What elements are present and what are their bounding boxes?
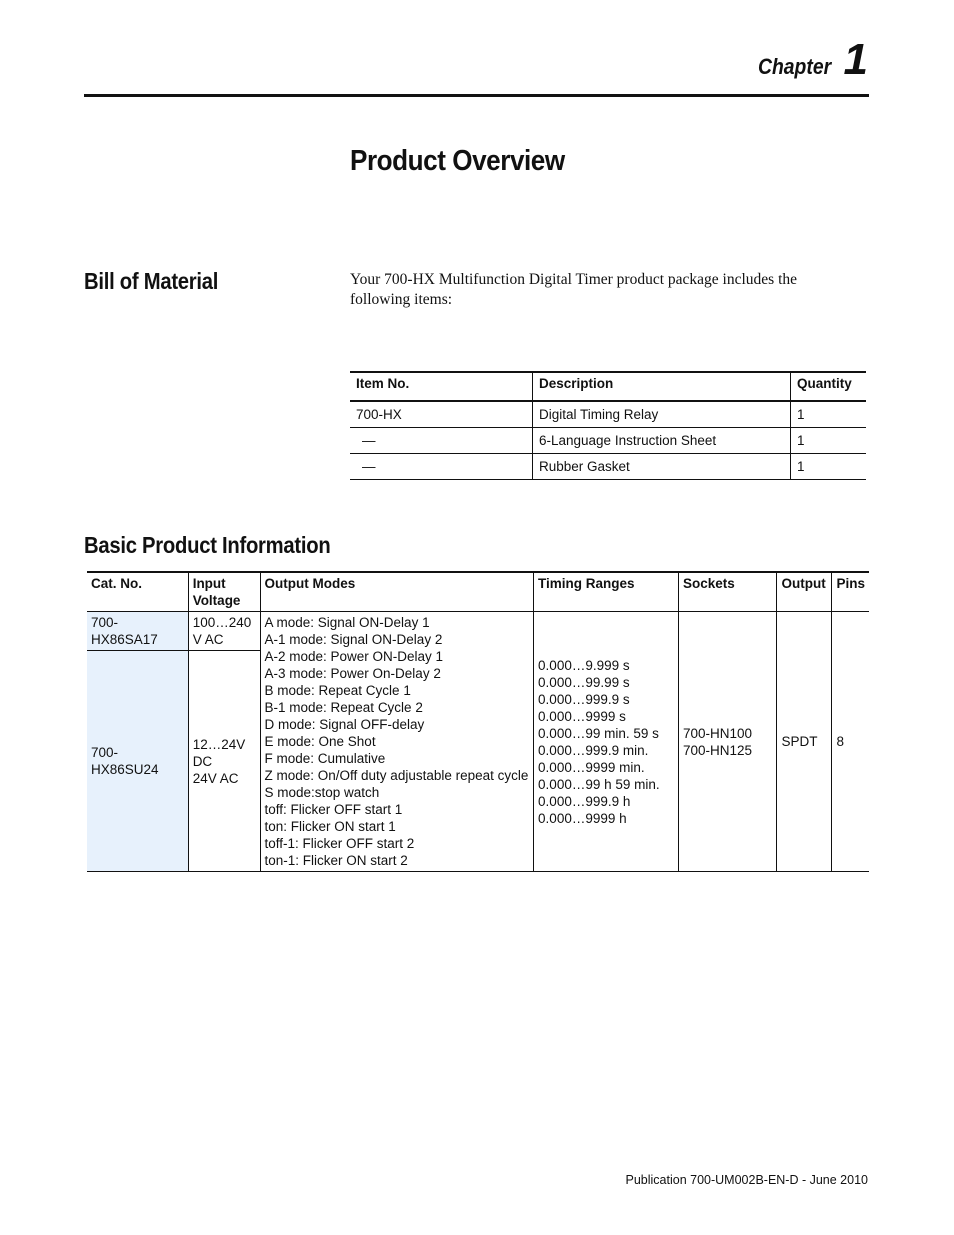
table-cell: Digital Timing Relay <box>533 401 791 428</box>
mode-line: toff-1: Flicker OFF start 2 <box>264 836 415 851</box>
mode-line: B-1 mode: Repeat Cycle 2 <box>264 700 423 715</box>
table-row <box>350 454 866 480</box>
timing-line: 0.000…9999 min. <box>538 759 645 775</box>
table-cell: 700-HX <box>350 401 533 428</box>
bill-of-material-table <box>350 371 866 480</box>
output-cell: SPDT <box>777 612 832 872</box>
table-cell: 1 <box>791 401 867 428</box>
bill-of-material-heading: Bill of Material <box>84 268 219 294</box>
column-header-timing-ranges: Timing Ranges <box>534 572 679 612</box>
table-cell: 6-Language Instruction Sheet <box>533 428 791 454</box>
mode-line: A-2 mode: Power ON-Delay 1 <box>264 649 444 664</box>
timing-line: 0.000…999.9 min. <box>538 742 649 758</box>
table-header-row <box>87 572 869 612</box>
header-line: Input <box>192 576 226 591</box>
page-title: Product Overview <box>350 145 565 177</box>
mode-line: F mode: Cumulative <box>264 751 386 766</box>
socket-line: 700-HN125 <box>682 742 752 758</box>
column-header-cat-no: Cat. No. <box>87 572 188 612</box>
timing-ranges-cell <box>534 612 679 872</box>
chapter-header <box>748 35 868 84</box>
sockets-cell <box>678 612 777 872</box>
column-header: Item No. <box>350 372 533 401</box>
mode-line: S mode:stop watch <box>264 785 380 800</box>
cat-no-cell: 700-HX86SA17 <box>87 612 188 651</box>
voltage-line: DC <box>192 753 213 769</box>
table-header-row <box>350 372 866 401</box>
timing-line: 0.000…9999 h <box>538 810 627 826</box>
socket-line: 700-HN100 <box>682 725 752 741</box>
voltage-line: 12…24V <box>192 736 246 752</box>
timing-line: 0.000…9.999 s <box>538 657 630 673</box>
timing-line: 0.000…999.9 s <box>538 691 630 707</box>
voltage-line: 24V AC <box>192 770 239 786</box>
column-header-output-modes: Output Modes <box>260 572 534 612</box>
mode-line: D mode: Signal OFF-delay <box>264 717 425 732</box>
voltage-cell <box>188 651 260 872</box>
column-header-input-voltage <box>188 572 260 612</box>
column-header-pins: Pins <box>832 572 869 612</box>
mode-line: B mode: Repeat Cycle 1 <box>264 683 411 698</box>
mode-line: Z mode: On/Off duty adjustable repeat cycle <box>264 768 529 783</box>
voltage-cell <box>188 612 260 651</box>
table-row <box>350 401 866 428</box>
mode-line: ton: Flicker ON start 1 <box>264 819 396 834</box>
table-row <box>87 612 869 651</box>
mode-line: A-1 mode: Signal ON-Delay 2 <box>264 632 443 647</box>
column-header: Description <box>533 372 791 401</box>
mode-line: E mode: One Shot <box>264 734 376 749</box>
cat-no-cell: 700-HX86SU24 <box>87 651 188 872</box>
timing-line: 0.000…99 h 59 min. <box>538 776 660 792</box>
basic-product-information-table <box>87 571 869 872</box>
table-cell: Rubber Gasket <box>533 454 791 480</box>
voltage-line: V AC <box>192 632 224 647</box>
table-cell: — <box>350 454 533 480</box>
table-cell: 1 <box>791 428 867 454</box>
publication-footer: Publication 700-UM002B-EN-D - June 2010 <box>625 1173 868 1187</box>
mode-line: ton-1: Flicker ON start 2 <box>264 853 408 868</box>
bill-of-material-intro: Your 700-HX Multifunction Digital Timer product package includes the following items: <box>350 271 798 308</box>
table-cell: 1 <box>791 454 867 480</box>
pins-cell: 8 <box>832 612 869 872</box>
column-header-output: Output <box>777 572 832 612</box>
mode-line: A mode: Signal ON-Delay 1 <box>264 615 430 630</box>
timing-line: 0.000…99 min. 59 s <box>538 725 659 741</box>
column-header: Quantity <box>791 372 867 401</box>
header-line: Voltage <box>192 593 241 608</box>
table-cell: — <box>350 428 533 454</box>
chapter-label: Chapter <box>758 54 832 79</box>
timing-line: 0.000…9999 s <box>538 708 626 724</box>
chapter-number: 1 <box>843 35 868 84</box>
output-modes-cell <box>260 612 534 872</box>
mode-line: toff: Flicker OFF start 1 <box>264 802 403 817</box>
mode-line: A-3 mode: Power On-Delay 2 <box>264 666 441 681</box>
basic-product-information-heading: Basic Product Information <box>84 532 331 558</box>
column-header-sockets: Sockets <box>678 572 777 612</box>
timing-line: 0.000…999.9 h <box>538 793 631 809</box>
voltage-line: 100…240 <box>192 615 252 630</box>
header-rule <box>84 94 869 97</box>
table-row <box>350 428 866 454</box>
timing-line: 0.000…99.99 s <box>538 674 630 690</box>
